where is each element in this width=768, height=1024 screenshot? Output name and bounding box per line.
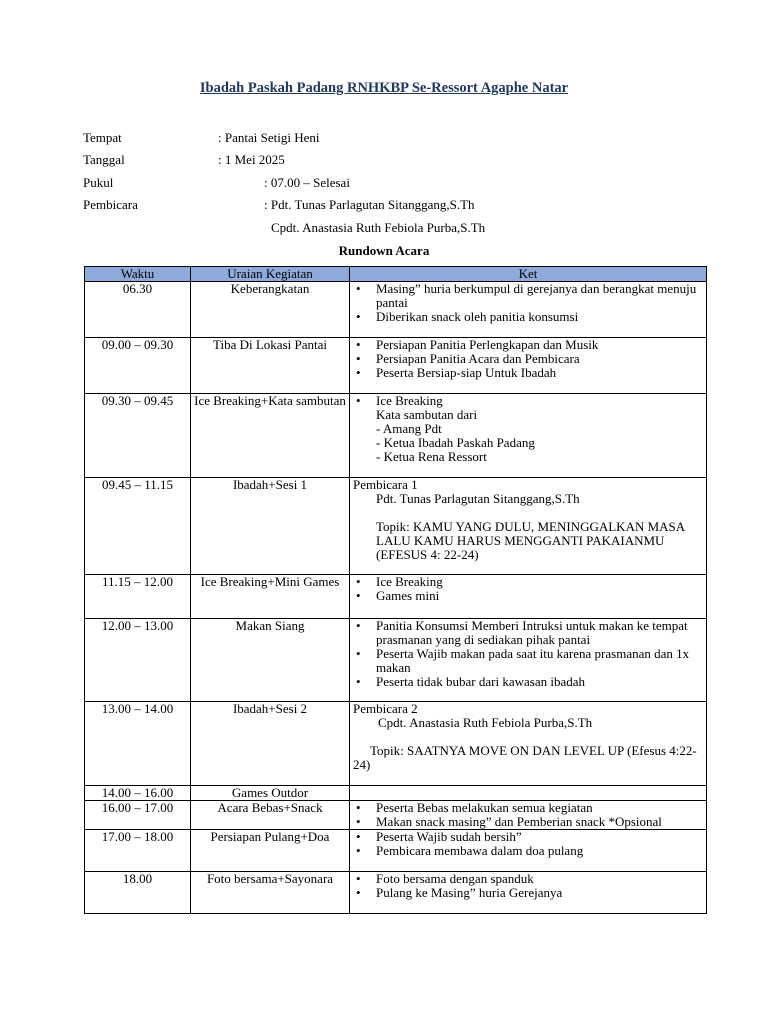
table-row <box>85 801 707 830</box>
tanggal-label: Tanggal <box>83 152 125 167</box>
sub-line: - Ketua Ibadah Paskah Padang <box>376 435 535 450</box>
row-activity: Games Outdor <box>191 786 350 801</box>
topic-text: Topik: KAMU YANG DULU, MENINGGALKAN MASA LALU KAMU HARUS MENGGANTI PAKAIANMU (EFESUS 4: 22-24) <box>376 519 685 562</box>
row-notes <box>350 478 707 575</box>
pembicara-value-1: : Pdt. Tunas Parlagutan Sitanggang,S.Th <box>264 197 475 212</box>
row-activity: Ibadah+Sesi 1 <box>191 478 350 575</box>
list-item: • Peserta Wajib makan pada saat itu karena prasmanan dan 1x makan <box>376 647 703 675</box>
table-row <box>85 575 707 619</box>
row-activity: Persiapan Pulang+Doa <box>191 830 350 872</box>
sub-line: - Amang Pdt <box>376 421 442 436</box>
row-time: 18.00 <box>85 872 191 914</box>
row-time: 17.00 – 18.00 <box>85 830 191 872</box>
list-item: • Ice Breaking <box>376 575 703 589</box>
table-row <box>85 478 707 575</box>
row-activity: Keberangkatan <box>191 282 350 338</box>
row-notes <box>350 872 707 914</box>
list-item: • Peserta Bersiap-siap Untuk Ibadah <box>376 366 703 380</box>
speaker-name: Pdt. Tunas Parlagutan Sitanggang,S.Th <box>376 491 580 506</box>
row-activity: Ice Breaking+Mini Games <box>191 575 350 619</box>
table-header-row <box>85 267 707 282</box>
row-activity: Tiba Di Lokasi Pantai <box>191 338 350 394</box>
list-item: • Pembicara membawa dalam doa pulang <box>376 844 703 858</box>
sub-line: Kata sambutan dari <box>376 407 478 422</box>
row-time: 14.00 – 16.00 <box>85 786 191 801</box>
table-row <box>85 338 707 394</box>
row-activity: Ibadah+Sesi 2 <box>191 702 350 786</box>
header-waktu: Waktu <box>85 267 191 282</box>
list-item: • Peserta tidak bubar dari kawasan ibadah <box>376 675 703 689</box>
row-notes <box>350 619 707 702</box>
pukul-label: Pukul <box>83 175 114 190</box>
row-notes <box>350 801 707 830</box>
row-time: 06.30 <box>85 282 191 338</box>
header-ket: Ket <box>350 267 707 282</box>
row-notes <box>350 786 707 801</box>
row-time: 12.00 – 13.00 <box>85 619 191 702</box>
list-item: • Peserta Bebas melakukan semua kegiatan <box>376 801 703 815</box>
row-activity: Makan Siang <box>191 619 350 702</box>
header-uraian: Uraian Kegiatan <box>191 267 350 282</box>
row-notes <box>350 702 707 786</box>
row-notes <box>350 575 707 619</box>
speaker-label: Pembicara 1 <box>353 477 418 492</box>
table-row <box>85 786 707 801</box>
row-activity: Acara Bebas+Snack <box>191 801 350 830</box>
list-item: • Ice Breaking <box>376 394 703 408</box>
list-item: • Persiapan Panitia Acara dan Pembicara <box>376 352 703 366</box>
row-notes <box>350 830 707 872</box>
row-time: 09.30 – 09.45 <box>85 394 191 478</box>
list-item: • Panitia Konsumsi Memberi Intruksi untuk makan ke tempat prasmanan yang di sediakan pihak pantai <box>376 619 703 647</box>
table-row <box>85 872 707 914</box>
table-row <box>85 830 707 872</box>
tanggal-value: : 1 Mei 2025 <box>218 152 285 167</box>
speaker-label: Pembicara 2 <box>353 701 418 716</box>
row-notes <box>350 338 707 394</box>
speaker-name: Cpdt. Anastasia Ruth Febiola Purba,S.Th <box>378 715 593 730</box>
table-row <box>85 282 707 338</box>
list-item: • Persiapan Panitia Perlengkapan dan Musik <box>376 338 703 352</box>
tempat-value: : Pantai Setigi Heni <box>218 130 320 145</box>
row-notes <box>350 394 707 478</box>
table-row <box>85 394 707 478</box>
topic-text: Topik: SAATNYA MOVE ON DAN LEVEL UP (Efesus 4:22-24) <box>353 743 697 772</box>
row-time: 11.15 – 12.00 <box>85 575 191 619</box>
row-time: 09.45 – 11.15 <box>85 478 191 575</box>
pembicara-label: Pembicara <box>83 197 138 212</box>
row-notes <box>350 282 707 338</box>
row-activity: Foto bersama+Sayonara <box>191 872 350 914</box>
table-row <box>85 619 707 702</box>
row-time: 13.00 – 14.00 <box>85 702 191 786</box>
row-activity: Ice Breaking+Kata sambutan <box>191 394 350 478</box>
rundown-title: Rundown Acara <box>338 243 430 258</box>
sub-line: - Ketua Rena Ressort <box>376 449 487 464</box>
list-item: • Foto bersama dengan spanduk <box>376 872 703 886</box>
list-item: • Masing” huria berkumpul di gerejanya dan berangkat menuju pantai <box>376 282 703 310</box>
pembicara-value-2: Cpdt. Anastasia Ruth Febiola Purba,S.Th <box>271 220 486 235</box>
list-item: • Pulang ke Masing” huria Gerejanya <box>376 886 703 900</box>
list-item: • Makan snack masing” dan Pemberian snack *Opsional <box>376 815 703 829</box>
list-item: • Diberikan snack oleh panitia konsumsi <box>376 310 703 324</box>
pukul-value: : 07.00 – Selesai <box>264 175 350 190</box>
tempat-label: Tempat <box>83 130 122 145</box>
list-item: • Games mini <box>376 589 703 603</box>
list-item: • Peserta Wajib sudah bersih” <box>376 830 703 844</box>
row-time: 16.00 – 17.00 <box>85 801 191 830</box>
table-row <box>85 702 707 786</box>
rundown-table <box>84 266 707 914</box>
document-title: Ibadah Paskah Padang RNHKBP Se-Ressort Agaphe Natar <box>199 80 569 96</box>
row-time: 09.00 – 09.30 <box>85 338 191 394</box>
